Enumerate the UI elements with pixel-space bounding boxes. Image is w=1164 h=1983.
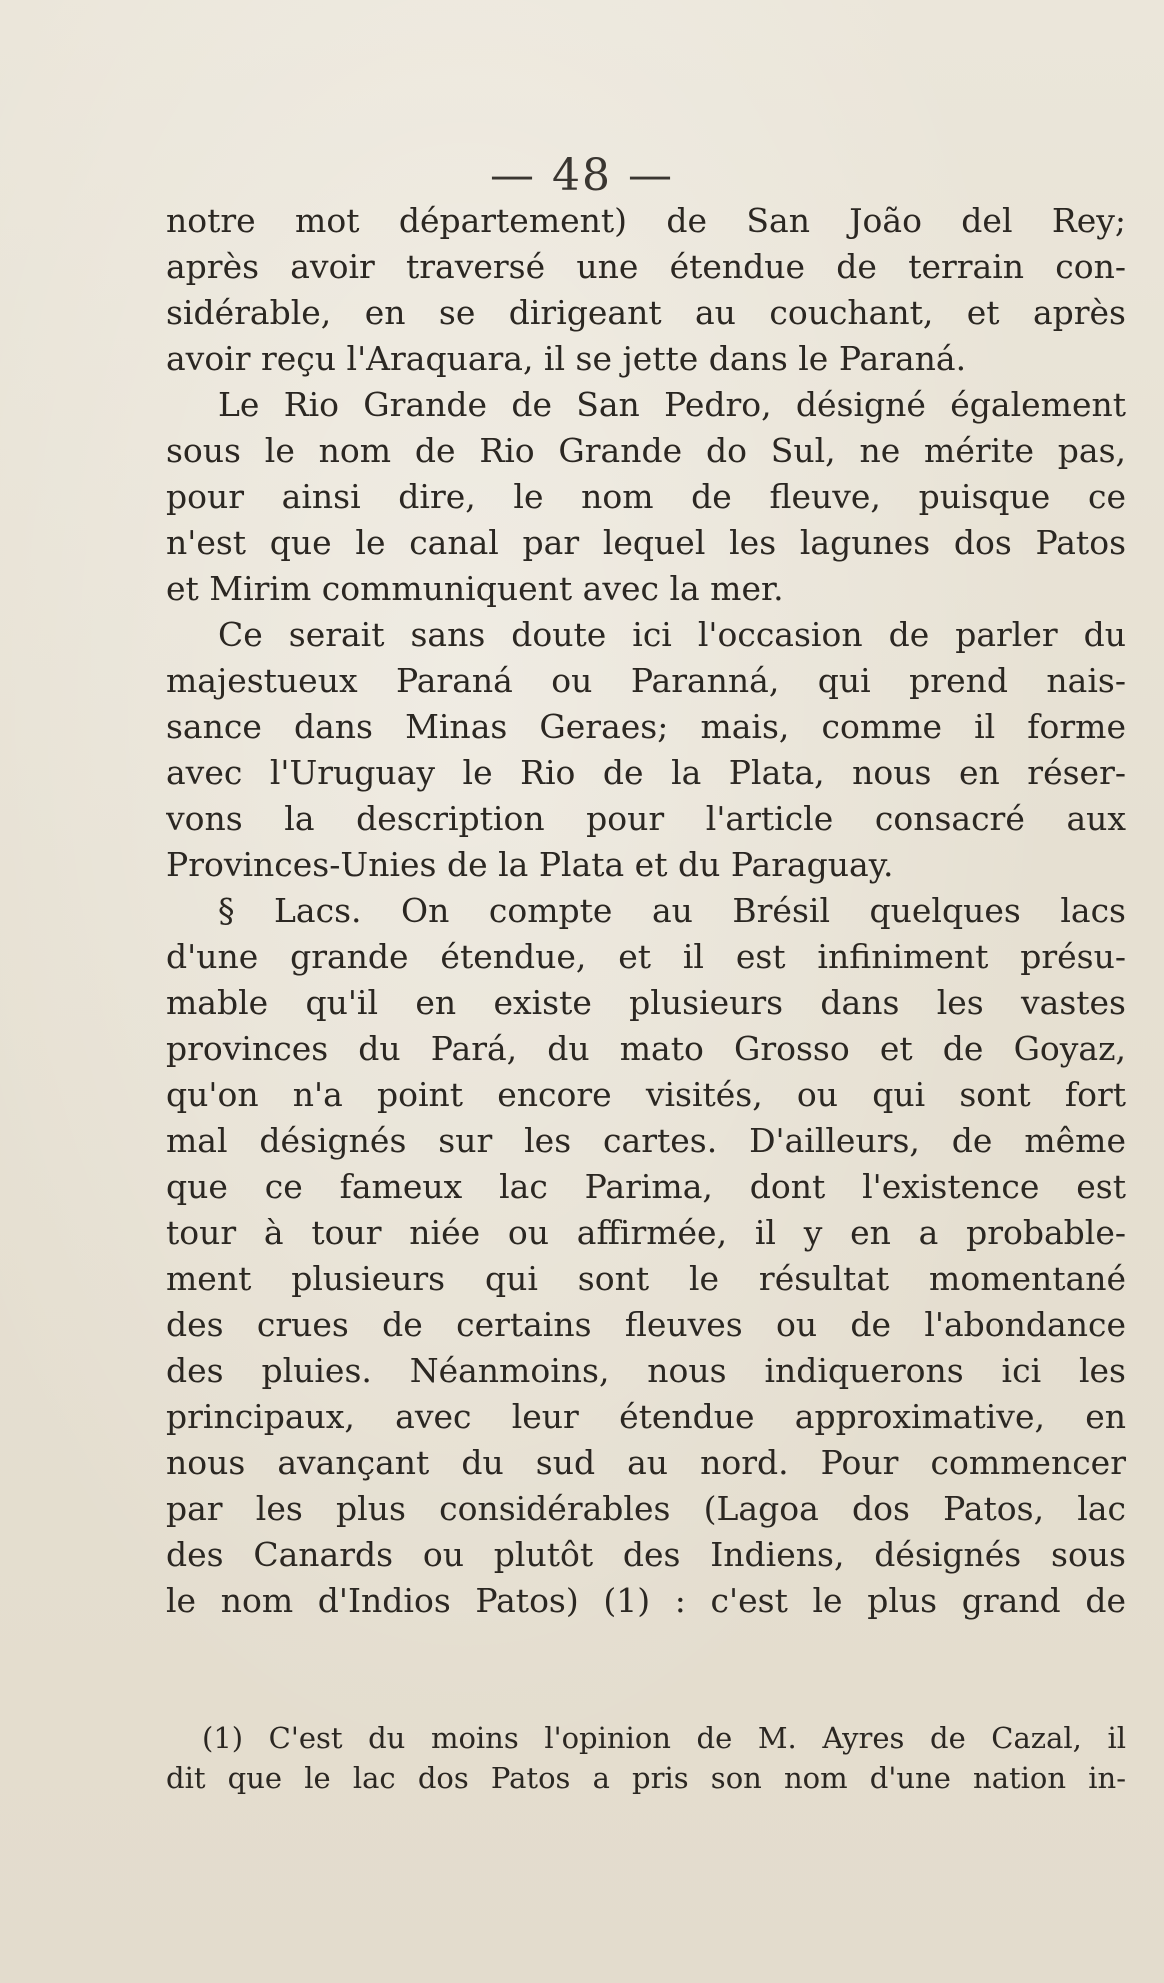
text-line: sidérable, en se dirigeant au couchant, et après [166,293,1126,332]
text-line: qu'on n'a point encore visités, ou qui sont fort [166,1075,1126,1114]
text-line: et Mirim communiquent avec la mer. [166,569,784,608]
text-line: nous avançant du sud au nord. Pour commencer [166,1443,1126,1482]
text-line: majestueux Paraná ou Paranná, qui prend nais- [166,661,1126,700]
text-line: par les plus considérables (Lagoa dos Patos, lac [166,1489,1126,1528]
text-line: ment plusieurs qui sont le résultat momentané [166,1259,1126,1298]
text-line: notre mot département) de San João del Rey; [166,201,1126,240]
text-line: des Canards ou plutôt des Indiens, désignés sous [166,1535,1126,1574]
text-line: vons la description pour l'article consacré aux [166,799,1126,838]
text-line: provinces du Pará, du mato Grosso et de Goyaz, [166,1029,1126,1068]
text-line: des crues de certains fleuves ou de l'abondance [166,1305,1126,1344]
text-line: mable qu'il en existe plusieurs dans les vastes [166,983,1126,1022]
text-line: Provinces-Unies de la Plata et du Paraguay. [166,845,894,884]
text-line: sous le nom de Rio Grande do Sul, ne mérite pas, [166,431,1126,470]
text-line: n'est que le canal par lequel les lagunes dos Patos [166,523,1126,562]
footnotes [166,1718,1126,1798]
text-line: que ce fameux lac Parima, dont l'existence est [166,1167,1126,1206]
page-number: — 48 — [490,150,674,201]
text-line: mal désignés sur les cartes. D'ailleurs, de même [166,1121,1126,1160]
text-line: le nom d'Indios Patos) (1) : c'est le plus grand de [166,1581,1126,1620]
text-line: d'une grande étendue, et il est infiniment présu- [166,937,1126,976]
paragraph-start-line: Le Rio Grande de San Pedro, désigné également [218,385,1126,424]
text-line: sance dans Minas Geraes; mais, comme il forme [166,707,1126,746]
text-line: avec l'Uruguay le Rio de la Plata, nous en réser- [166,753,1126,792]
body-text [166,198,1126,1624]
paragraph-start-line: Ce serait sans doute ici l'occasion de parler du [218,615,1126,654]
text-line: avoir reçu l'Araquara, il se jette dans le Paraná. [166,339,967,378]
text-line: principaux, avec leur étendue approximative, en [166,1397,1126,1436]
text-line: tour à tour niée ou affirmée, il y en a probable- [166,1213,1126,1252]
text-line: après avoir traversé une étendue de terrain con- [166,247,1126,286]
paragraph-start-line: § Lacs. On compte au Brésil quelques lacs [218,891,1126,930]
text-line: pour ainsi dire, le nom de fleuve, puisque ce [166,477,1126,516]
text-line: des pluies. Néanmoins, nous indiquerons ici les [166,1351,1126,1390]
footnote-line: (1) C'est du moins l'opinion de M. Ayres de Cazal, il [202,1721,1126,1755]
footnote-line: dit que le lac dos Patos a pris son nom d'une nation in- [166,1761,1126,1795]
